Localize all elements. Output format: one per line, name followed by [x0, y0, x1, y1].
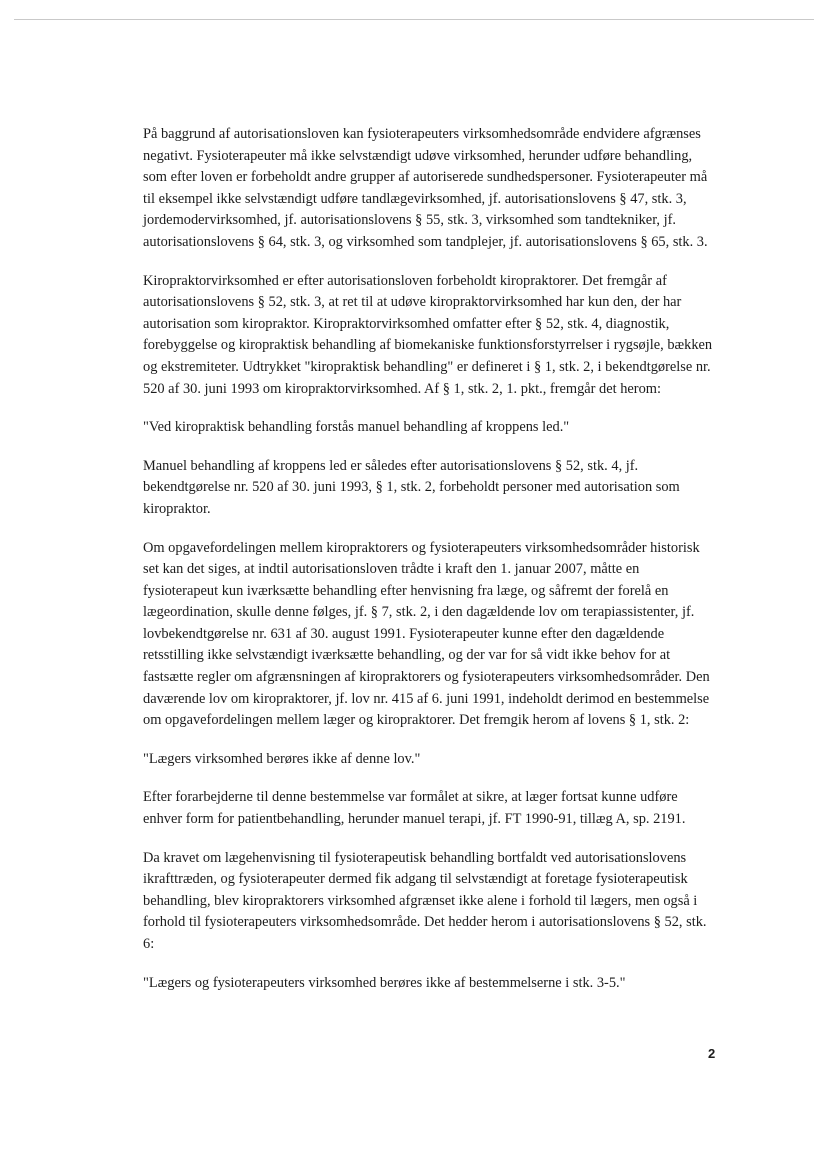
paragraph-referral-requirement: Da kravet om lægehenvisning til fysioterapeutisk behandling bortfaldt ved autorisationslovens ikrafttræden, og fysioterapeuter dermed fik adgang til selvstændigt at foretage fysioterapeutisk behandling, blev kiropraktorers virksomhed afgrænset ikke alene i forhold til lægers, men også i forhold til fysioterapeuters virksomhedsområde. Det hedder herom i autorisationslovens § 52, stk. 6: [143, 849, 707, 952]
scan-top-rule [14, 19, 814, 20]
paragraph-manual-treatment: Manuel behandling af kroppens led er således efter autorisationslovens § 52, stk. 4, jf. bekendtgørelse nr. 520 af 30. juni 1993, § 1, stk. 2, forbeholdt personer med autorisation som kiropraktor. [143, 457, 680, 517]
paragraph-historical-division: Om opgavefordelingen mellem kiropraktorers og fysioterapeuters virksomhedsområder historisk set kan det siges, at indtil autorisationsloven trådte i kraft den 1. januar 2007, måtte en fysioterapeut kun iværksætte behandling efter henvisning fra læge, og såfremt der forelå en lægeordination, skulle denne følges, jf. § 7, stk. 2, i den dagældende lov om terapiassistenter, jf. lovbekendtgørelse nr. 631 af 30. august 1991. Fysioterapeuter kunne efter den dagældende retsstilling ikke selvstændigt iværksætte behandling, og der var for så vidt ikke behov for at fastsætte regler om afgrænsningen af kiropraktorers og fysioterapeuters virksomhedsområder. Den daværende lov om kiropraktorer, jf. lov nr. 415 af 6. juni 1991, indeholdt derimod en bestemmelse om opgavefordelingen mellem læger og kiropraktorer. Det fremgik herom af lovens § 1, stk. 2: [143, 539, 710, 729]
paragraph-chiropractic-reserved: Kiropraktorvirksomhed er efter autorisationsloven forbeholdt kiropraktorer. Det fremgår af autorisationslovens § 52, stk. 3, at ret til at udøve kiropraktorvirksomhed har kun den, der har autorisation som kiropraktor. Kiropraktorvirksomhed omfatter efter § 52, stk. 4, diagnostik, forebyggelse og kiropraktisk behandling af biomekaniske funktionsforstyrrelser i rygsøjle, bækken og ekstremiteter. Udtrykket "kiropraktisk behandling" er defineret i § 1, stk. 2, i bekendtgørelse nr. 520 af 30. juni 1993 om kiropraktorvirksomhed. Af § 1, stk. 2, 1. pkt., fremgår det herom: [143, 272, 713, 397]
quote-doctors-activity: "Lægers virksomhed berøres ikke af denne lov." [143, 750, 421, 767]
paragraph-preparatory-works: Efter forarbejderne til denne bestemmelse var formålet at sikre, at læger fortsat kunne udføre enhver form for patientbehandling, herunder manuel terapi, jf. FT 1990-91, tillæg A, sp. 2191. [143, 789, 686, 828]
quote-doctors-physiotherapists: "Lægers og fysioterapeuters virksomhed berøres ikke af bestemmelserne i stk. 3-5." [143, 974, 626, 991]
document-body [143, 124, 715, 994]
quote-chiropractic-definition: "Ved kiropraktisk behandling forstås manuel behandling af kroppens led." [143, 419, 570, 436]
paragraph-negative-delimitation: På baggrund af autorisationsloven kan fysioterapeuters virksomhedsområde endvidere afgrænses negativt. Fysioterapeuter må ikke selvstændigt udøve virksomhed, herunder udføre behandling, som efter loven er forbeholdt andre grupper af autoriserede sundhedspersoner. Fysioterapeuter må til eksempel ikke selvstændigt udføre tandlægevirksomhed, jf. autorisationslovens § 47, stk. 3, jordemodervirksomhed, jf. autorisationslovens § 55, stk. 3, virksomhed som tandtekniker, jf. autorisationslovens § 64, stk. 3, og virksomhed som tandplejer, jf. autorisationslovens § 65, stk. 3. [143, 126, 708, 250]
page-number: 2 [708, 1046, 716, 1061]
